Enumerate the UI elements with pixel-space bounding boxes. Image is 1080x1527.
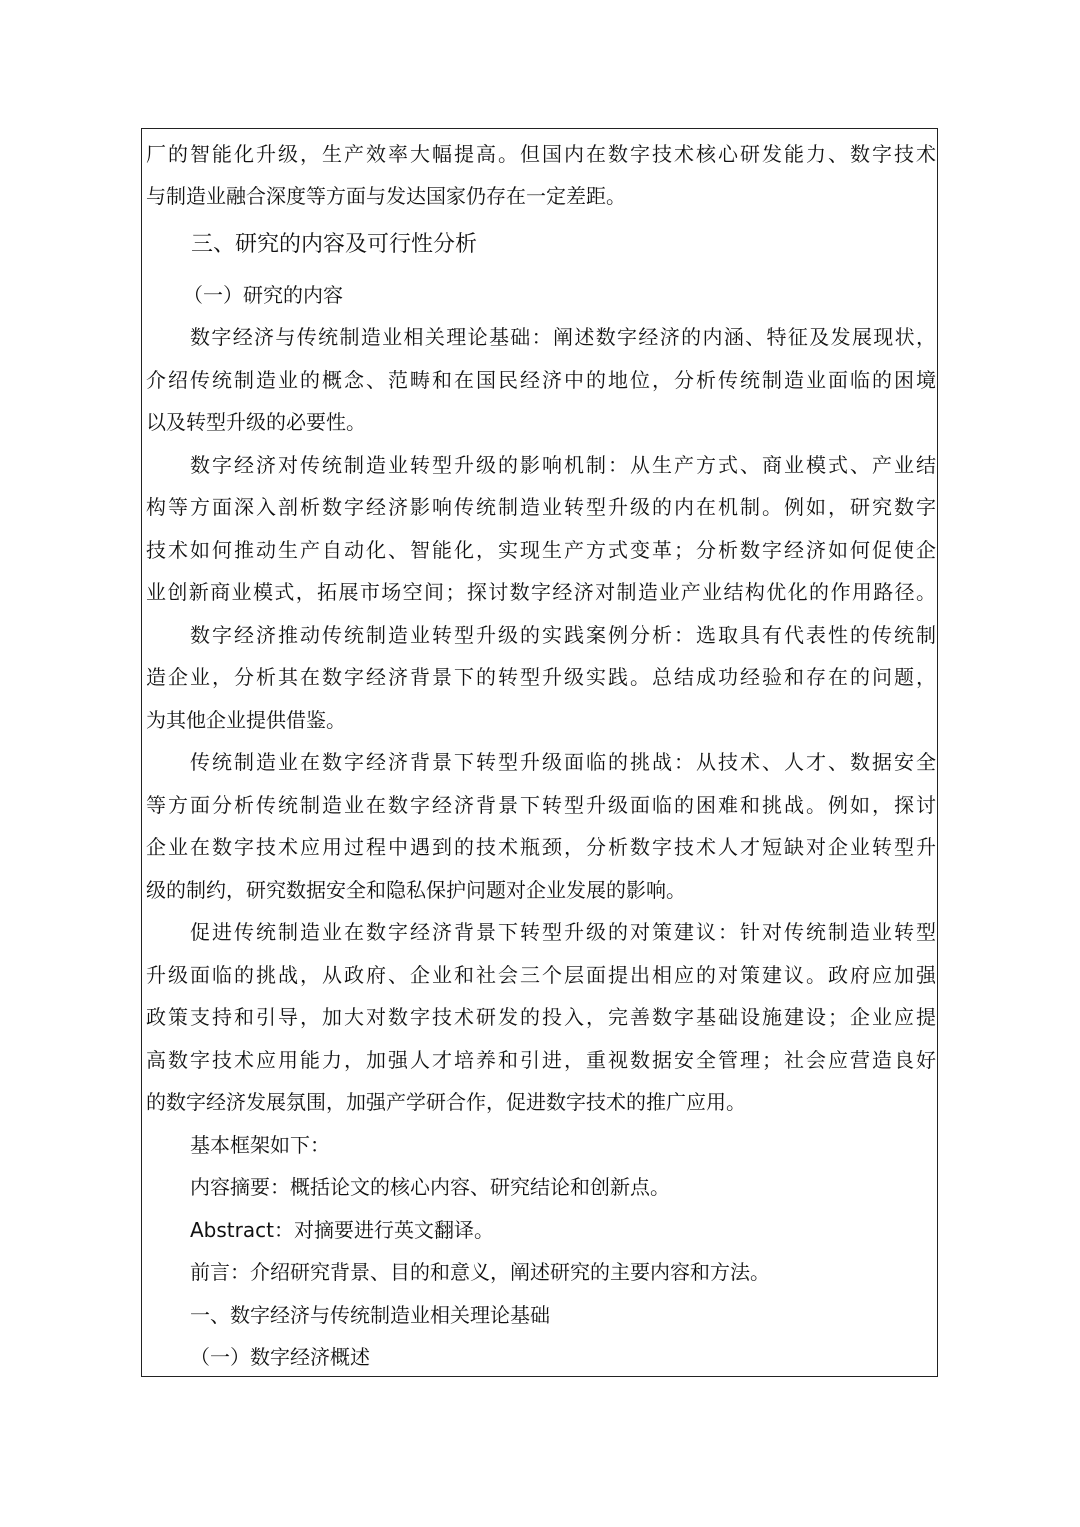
section-heading: 三、研究的内容及可行性分析 bbox=[191, 232, 478, 257]
paragraph-line: 级的制约，研究数据安全和隐私保护问题对企业发展的影响。 bbox=[146, 878, 686, 902]
paragraph-line: 传统制造业在数字经济背景下转型升级面临的挑战：从技术、人才、数据安全 bbox=[190, 750, 936, 774]
framework-abstract bbox=[190, 1216, 494, 1244]
abstract-text: ：对摘要进行英文翻译。 bbox=[273, 1218, 494, 1242]
paragraph-line: 企业在数字技术应用过程中遇到的技术瓶颈，分析数字技术人才短缺对企业转型升 bbox=[146, 835, 936, 859]
paragraph-line: 为其他企业提供借鉴。 bbox=[146, 708, 346, 732]
abstract-label: Abstract bbox=[190, 1218, 274, 1242]
intro-line-2: 与制造业融合深度等方面与发达国家仍存在一定差距。 bbox=[146, 184, 626, 208]
intro-line-1: 厂的智能化升级，生产效率大幅提高。但国内在数字技术核心研发能力、数字技术 bbox=[146, 142, 936, 166]
paragraph-line: 以及转型升级的必要性。 bbox=[146, 410, 366, 434]
paragraph-line: 数字经济对传统制造业转型升级的影响机制：从生产方式、商业模式、产业结 bbox=[190, 453, 936, 477]
subsection-heading: （一）研究的内容 bbox=[183, 283, 343, 307]
paragraph-line: 介绍传统制造业的概念、范畴和在国民经济中的地位，分析传统制造业面临的困境 bbox=[146, 368, 936, 392]
paragraph-line: 业创新商业模式，拓展市场空间；探讨数字经济对制造业产业结构优化的作用路径。 bbox=[146, 580, 936, 604]
paragraph-line: 的数字经济发展氛围，加强产学研合作，促进数字技术的推广应用。 bbox=[146, 1090, 746, 1114]
framework-section-1: （一）数字经济概述 bbox=[190, 1345, 370, 1369]
paragraph-line: 数字经济与传统制造业相关理论基础：阐述数字经济的内涵、特征及发展现状， bbox=[190, 325, 936, 349]
paragraph-line: 技术如何推动生产自动化、智能化，实现生产方式变革；分析数字经济如何促使企 bbox=[146, 538, 936, 562]
paragraph-line: 升级面临的挑战，从政府、企业和社会三个层面提出相应的对策建议。政府应加强 bbox=[146, 963, 936, 987]
paragraph-line: 造企业，分析其在数字经济背景下的转型升级实践。总结成功经验和存在的问题， bbox=[146, 665, 936, 689]
framework-title: 基本框架如下： bbox=[190, 1133, 330, 1157]
paragraph-line: 政策支持和引导，加大对数字技术研发的投入，完善数字基础设施建设；企业应提 bbox=[146, 1005, 936, 1029]
paragraph-line: 促进传统制造业在数字经济背景下转型升级的对策建议：针对传统制造业转型 bbox=[190, 920, 936, 944]
paragraph-line: 等方面分析传统制造业在数字经济背景下转型升级面临的困难和挑战。例如，探讨 bbox=[146, 793, 936, 817]
framework-chapter-1: 一、数字经济与传统制造业相关理论基础 bbox=[190, 1303, 550, 1327]
paragraph-line: 构等方面深入剖析数字经济影响传统制造业转型升级的内在机制。例如，研究数字 bbox=[146, 495, 936, 519]
framework-preface: 前言：介绍研究背景、目的和意义，阐述研究的主要内容和方法。 bbox=[190, 1260, 770, 1284]
framework-summary: 内容摘要：概括论文的核心内容、研究结论和创新点。 bbox=[190, 1175, 670, 1199]
paragraph-line: 高数字技术应用能力，加强人才培养和引进，重视数据安全管理；社会应营造良好 bbox=[146, 1048, 936, 1072]
paragraph-line: 数字经济推动传统制造业转型升级的实践案例分析：选取具有代表性的传统制 bbox=[190, 623, 936, 647]
